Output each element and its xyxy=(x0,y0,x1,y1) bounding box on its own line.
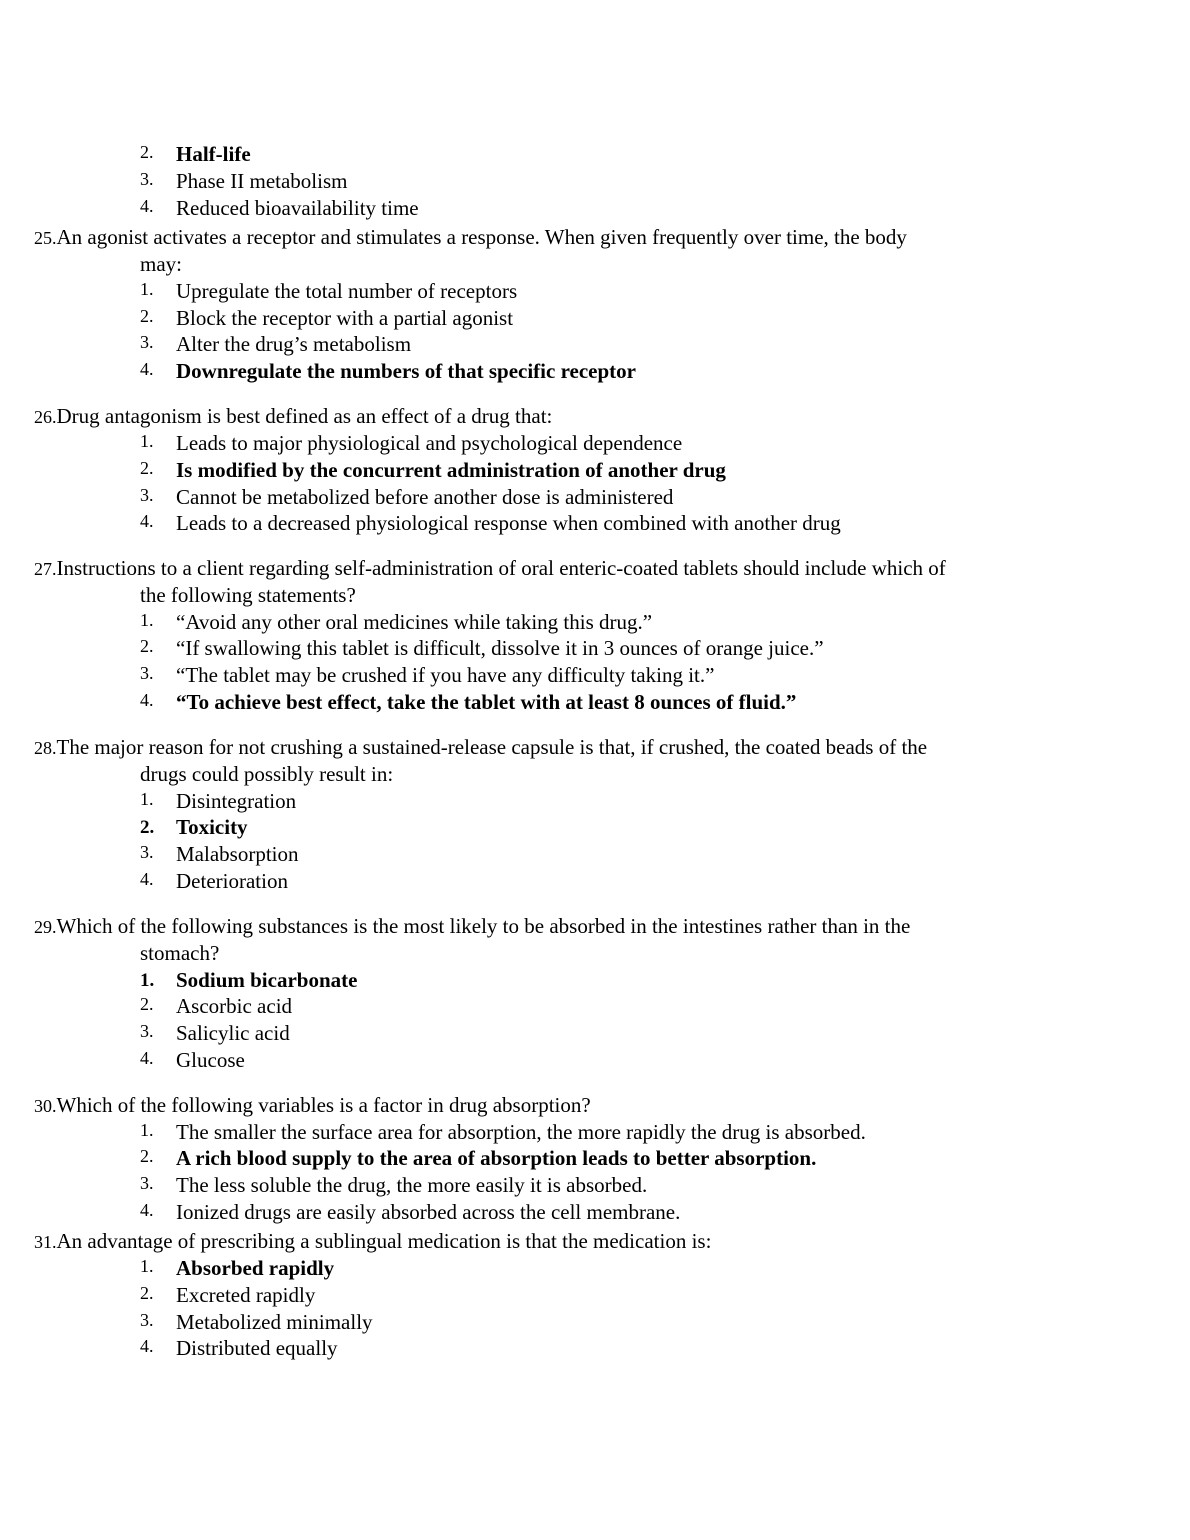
option-number: 2. xyxy=(140,994,154,1014)
question-stem-continued: drugs could possibly result in: xyxy=(140,762,394,786)
option-number: 2. xyxy=(140,306,154,326)
option-item xyxy=(140,1282,315,1309)
option-number: 4. xyxy=(140,1336,154,1356)
option-text-correct: Downregulate the numbers of that specific receptor xyxy=(176,359,636,383)
option-text-correct: “To achieve best effect, take the tablet with at least 8 ounces of fluid.” xyxy=(176,690,797,714)
option-number: 4. xyxy=(140,359,154,379)
option-number: 1. xyxy=(140,789,154,809)
option-item xyxy=(140,331,411,358)
option-item xyxy=(140,484,673,511)
option-number: 1. xyxy=(140,1120,154,1140)
option-item xyxy=(140,868,288,895)
option-number: 4. xyxy=(140,1200,154,1220)
option-text: Ascorbic acid xyxy=(176,994,293,1018)
option-item xyxy=(140,1335,338,1362)
option-number: 2. xyxy=(140,458,154,478)
option-item xyxy=(140,635,824,662)
question-stem xyxy=(34,1092,591,1120)
option-text-correct: A rich blood supply to the area of absorption leads to better absorption. xyxy=(176,1146,817,1170)
option-item xyxy=(140,1172,647,1199)
option-item xyxy=(140,168,347,195)
option-text: Upregulate the total number of receptors xyxy=(176,279,518,303)
question-stem-continued: may: xyxy=(140,252,182,276)
question-number: 29. xyxy=(34,917,57,937)
question-stem-continued: the following statements? xyxy=(140,583,356,607)
option-text: The less soluble the drug, the more easily it is absorbed. xyxy=(176,1173,648,1197)
option-number: 3. xyxy=(140,1021,154,1041)
option-item xyxy=(140,195,419,222)
option-text: Cannot be metabolized before another dose is administered xyxy=(176,485,674,509)
option-item xyxy=(140,967,357,994)
option-item xyxy=(140,1047,245,1074)
option-text-correct: Half-life xyxy=(176,142,251,166)
question-stem xyxy=(34,1228,711,1256)
question-stem xyxy=(34,224,907,252)
question-stem xyxy=(34,913,910,941)
option-item xyxy=(140,430,682,457)
option-number: 4. xyxy=(140,690,154,710)
option-number: 3. xyxy=(140,485,154,505)
option-item xyxy=(140,662,714,689)
option-text-correct: Is modified by the concurrent administration of another drug xyxy=(176,458,726,482)
option-item xyxy=(140,609,652,636)
option-number: 4. xyxy=(140,1048,154,1068)
option-number: 2. xyxy=(140,142,154,162)
option-number: 1. xyxy=(140,1256,154,1276)
option-text: Leads to a decreased physiological response when combined with another drug xyxy=(176,511,841,535)
option-number: 4. xyxy=(140,869,154,889)
option-item xyxy=(140,814,248,841)
question-stem xyxy=(34,555,946,583)
option-text: Malabsorption xyxy=(176,842,299,866)
option-number: 1. xyxy=(140,970,155,991)
option-text: The smaller the surface area for absorption, the more rapidly the drug is absorbed. xyxy=(176,1120,866,1144)
option-text: Reduced bioavailability time xyxy=(176,196,419,220)
question-number: 31. xyxy=(34,1232,57,1252)
option-item xyxy=(140,993,292,1020)
option-number: 1. xyxy=(140,610,154,630)
option-text: “Avoid any other oral medicines while taking this drug.” xyxy=(176,610,653,634)
option-text: Alter the drug’s metabolism xyxy=(176,332,412,356)
option-text: Block the receptor with a partial agonist xyxy=(176,306,514,330)
option-item xyxy=(140,141,251,168)
option-number: 2. xyxy=(140,1146,154,1166)
option-item xyxy=(140,841,298,868)
option-item xyxy=(140,1255,334,1282)
question-stem-continued: stomach? xyxy=(140,941,220,965)
option-text: Phase II metabolism xyxy=(176,169,348,193)
option-item xyxy=(140,1145,816,1172)
option-text: Excreted rapidly xyxy=(176,1283,316,1307)
option-text: Glucose xyxy=(176,1048,245,1072)
option-text-correct: Toxicity xyxy=(176,815,248,839)
option-number: 4. xyxy=(140,511,154,531)
option-item xyxy=(140,1119,866,1146)
option-text: Deterioration xyxy=(176,869,288,893)
option-text: Distributed equally xyxy=(176,1336,338,1360)
option-number: 3. xyxy=(140,1173,154,1193)
option-number: 3. xyxy=(140,663,154,683)
option-text: Salicylic acid xyxy=(176,1021,290,1045)
option-number: 2. xyxy=(140,817,155,838)
option-number: 2. xyxy=(140,636,154,656)
option-number: 3. xyxy=(140,1310,154,1330)
option-text: “If swallowing this tablet is difficult, dissolve it in 3 ounces of orange juice.” xyxy=(176,636,824,660)
option-item xyxy=(140,510,841,537)
option-number: 3. xyxy=(140,842,154,862)
option-text: “The tablet may be crushed if you have any difficulty taking it.” xyxy=(176,663,715,687)
option-number: 1. xyxy=(140,279,154,299)
option-item xyxy=(140,358,636,385)
option-text: Disintegration xyxy=(176,789,297,813)
question-number: 28. xyxy=(34,738,57,758)
question-text: An advantage of prescribing a sublingual medication is that the medication is: xyxy=(56,1229,712,1253)
option-text-correct: Absorbed rapidly xyxy=(176,1256,335,1280)
question-number: 27. xyxy=(34,559,57,579)
option-item xyxy=(140,1199,680,1226)
question-text: Which of the following variables is a factor in drug absorption? xyxy=(56,1093,591,1117)
question-text: The major reason for not crushing a sustained-release capsule is that, if crushed, the coated beads of the xyxy=(56,735,928,759)
option-text: Ionized drugs are easily absorbed across the cell membrane. xyxy=(176,1200,681,1224)
question-text: Instructions to a client regarding self-administration of oral enteric-coated tablets should include which of xyxy=(56,556,946,580)
question-text: Drug antagonism is best defined as an effect of a drug that: xyxy=(56,404,553,428)
option-text-correct: Sodium bicarbonate xyxy=(176,968,358,992)
option-item xyxy=(140,689,796,716)
question-number: 30. xyxy=(34,1096,57,1116)
option-item xyxy=(140,1309,373,1336)
option-number: 3. xyxy=(140,332,154,352)
option-number: 4. xyxy=(140,196,154,216)
option-item xyxy=(140,1020,290,1047)
option-item xyxy=(140,305,513,332)
option-item xyxy=(140,278,517,305)
question-text: Which of the following substances is the most likely to be absorbed in the intestines rather than in the xyxy=(56,914,911,938)
option-text: Leads to major physiological and psychological dependence xyxy=(176,431,683,455)
option-item xyxy=(140,788,296,815)
question-number: 25. xyxy=(34,228,57,248)
option-item xyxy=(140,457,726,484)
question-text: An agonist activates a receptor and stimulates a response. When given frequently over time, the body xyxy=(56,225,907,249)
option-number: 3. xyxy=(140,169,154,189)
question-stem xyxy=(34,403,552,431)
option-number: 1. xyxy=(140,431,154,451)
option-number: 2. xyxy=(140,1283,154,1303)
question-number: 26. xyxy=(34,407,57,427)
question-stem xyxy=(34,734,927,762)
option-text: Metabolized minimally xyxy=(176,1310,373,1334)
